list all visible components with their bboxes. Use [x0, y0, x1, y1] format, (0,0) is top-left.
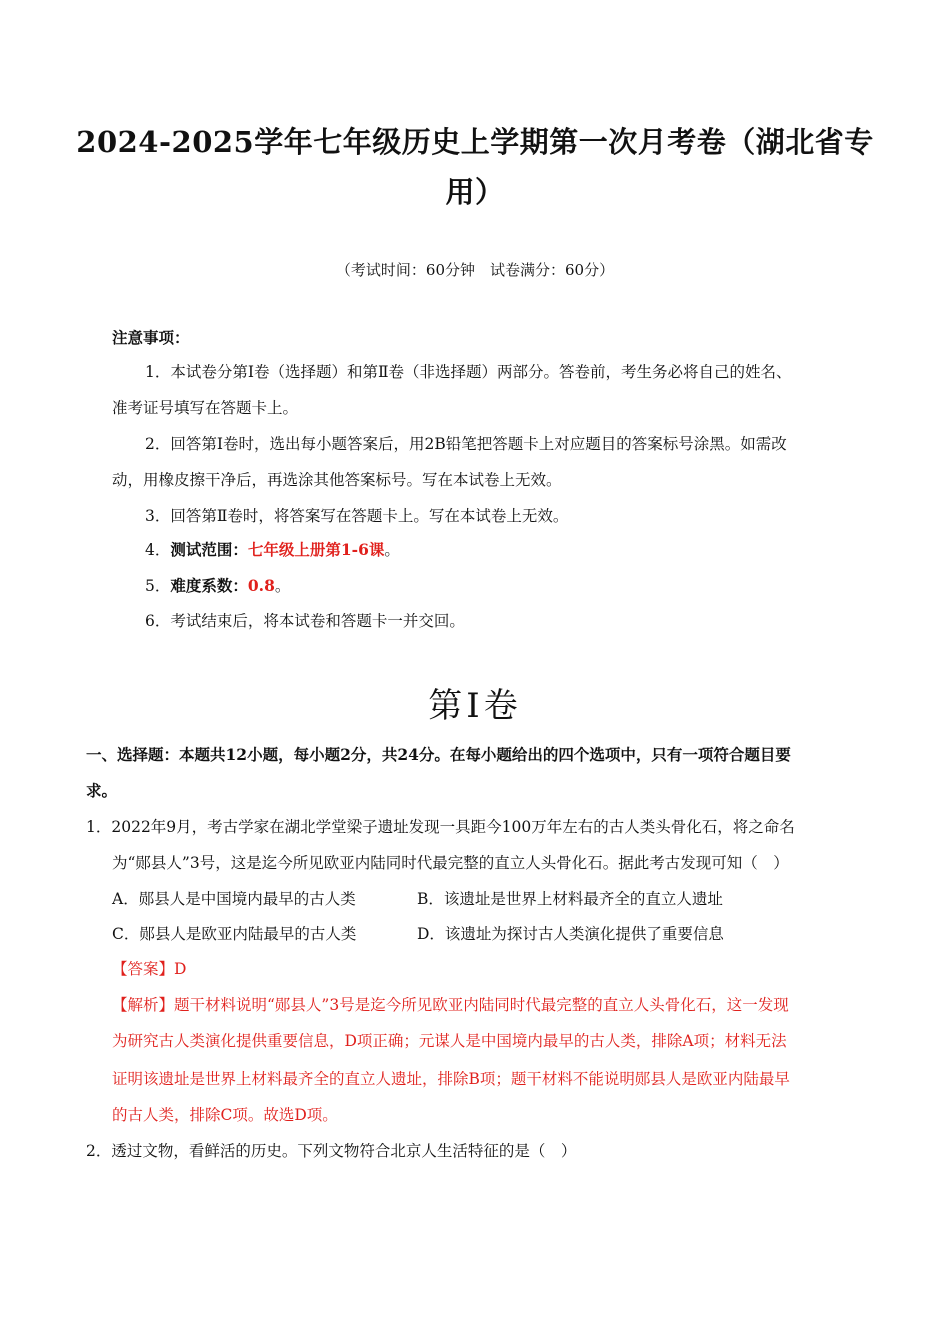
q1-analysis-line3: 证明该遗址是世界上材料最齐全的直立人遗址，排除B项；题干材料不能说明郧县人是欧亚内陆最早: [112, 1070, 790, 1088]
q1-stem-line1: 1．2022年9月，考古学家在湖北学堂梁子遗址发现一具距今100万年左右的古人类头骨化石，将之命名: [86, 818, 795, 836]
page-title-line2: 用）: [445, 175, 505, 209]
q1-analysis-line4: 的古人类，排除C项。故选D项。: [112, 1106, 338, 1124]
q1-stem-line2: 为“郧县人”3号，这是迄今所见欧亚内陆同时代最完整的直立人头骨化石。据此考古发现可知（ ）: [112, 854, 789, 872]
volume-title: 第Ⅰ卷: [428, 686, 522, 726]
q1-option-c: C．郧县人是欧亚内陆最早的古人类: [112, 925, 357, 943]
q1-analysis-line2: 为研究古人类演化提供重要信息，D项正确；元谋人是中国境内最早的古人类，排除A项；材料无法: [112, 1032, 787, 1050]
note-5-number: 5．: [145, 577, 171, 595]
q2-stem: 2．透过文物，看鲜活的历史。下列文物符合北京人生活特征的是（ ）: [86, 1142, 577, 1160]
q1-option-a: A．郧县人是中国境内最早的古人类: [112, 890, 356, 908]
note-4-label: 测试范围：: [170, 540, 248, 559]
q1-option-b: B．该遗址是世界上材料最齐全的直立人遗址: [417, 890, 723, 908]
note-2-line1: 2．回答第Ⅰ卷时，选出每小题答案后，用2B铅笔把答题卡上对应题目的答案标号涂黑。如需改: [145, 435, 787, 453]
section-heading-line2: 求。: [86, 781, 118, 800]
q1-answer: 【答案】D: [112, 960, 187, 978]
note-6: 6．考试结束后，将本试卷和答题卡一并交回。: [145, 612, 465, 630]
page-title-line1: 2024-2025学年七年级历史上学期第一次月考卷（湖北省专: [76, 125, 874, 159]
note-4-end: 。: [384, 541, 400, 559]
exam-meta: （考试时间：60分钟 试卷满分：60分）: [335, 261, 615, 279]
note-2-line2: 动，用橡皮擦干净后，再选涂其他答案标号。写在本试卷上无效。: [112, 471, 562, 489]
note-1-line2: 准考证号填写在答题卡上。: [112, 399, 299, 417]
section-heading-line1: 一、选择题：本题共12小题，每小题2分，共24分。在每小题给出的四个选项中，只有一项符合题目要: [86, 745, 791, 764]
q1-option-d: D．该遗址为探讨古人类演化提供了重要信息: [417, 925, 724, 943]
note-4-number: 4．: [145, 541, 171, 559]
note-3: 3．回答第Ⅱ卷时，将答案写在答题卡上。写在本试卷上无效。: [145, 507, 569, 525]
note-4-value: 七年级上册第1-6课: [247, 540, 385, 559]
notes-heading: 注意事项：: [112, 328, 190, 347]
note-5-end: 。: [274, 577, 291, 595]
note-1-line1: 1．本试卷分第Ⅰ卷（选择题）和第Ⅱ卷（非选择题）两部分。答卷前，考生务必将自己的姓名、: [145, 363, 792, 381]
note-5-value: 0.8: [247, 576, 275, 595]
note-5: [145, 576, 290, 596]
note-5-label: 难度系数：: [170, 576, 248, 595]
note-4: [145, 540, 400, 560]
q1-analysis-line1: 【解析】题干材料说明“郧县人”3号是迄今所见欧亚内陆同时代最完整的直立人头骨化石，这一发现: [112, 996, 789, 1014]
